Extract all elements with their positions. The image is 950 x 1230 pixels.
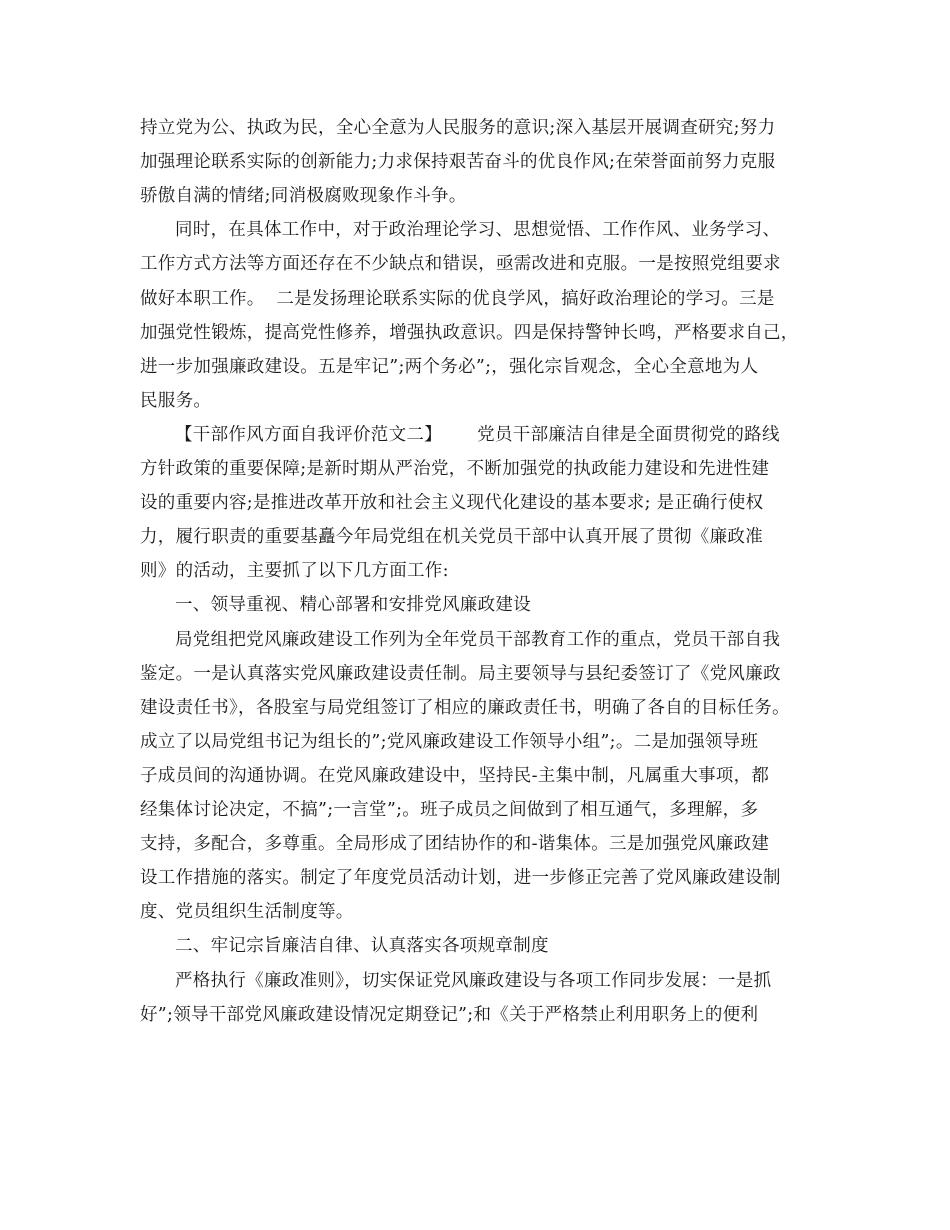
text-line: 支持，多配合，多尊重。全局形成了团结协作的和-谐集体。三是加强党风廉政建 bbox=[140, 834, 770, 855]
text-line: 进一步加强廉政建设。五是牢记”;两个务必”;，强化宗旨观念，全心全意地为人 bbox=[140, 356, 759, 377]
text-line: 民服务。 bbox=[140, 390, 212, 411]
text-line: 持立党为公、执政为民，全心全意为人民服务的意识;深入基层开展调查研究;努力 bbox=[140, 118, 776, 138]
text-line: 度、党员组织生活制度等。 bbox=[140, 902, 354, 923]
text-line: 建设责任书》，各股室与局党组签订了相应的廉政责任书，明确了各自的目标任务。 bbox=[140, 697, 790, 718]
text-line: 则》的活动，主要抓了以下几方面工作: bbox=[140, 561, 449, 582]
text-line: 设工作措施的落实。制定了年度党员活动计划，进一步修正完善了党风廉政建设制 bbox=[140, 868, 781, 889]
text-line: 成立了以局党组书记为组长的”;党风廉政建设工作领导小组”;。二是加强领导班 bbox=[140, 731, 759, 752]
text-line: 加强党性锻炼，提高党性修养，增强执政意识。四是保持警钟长鸣，严格要求自己， bbox=[140, 322, 799, 343]
text-line: 设的重要内容;是推进改革开放和社会主义现代化建设的基本要求; 是正确行使权 bbox=[140, 493, 764, 514]
text-line: 力，履行职责的重要基矗今年局党组在机关党员干部中认真开展了贯彻《廉政准 bbox=[140, 527, 763, 548]
text-line: 骄傲自满的情绪;同消极腐败现象作斗争。 bbox=[140, 186, 467, 207]
text-line: 一、领导重视、精心部署和安排党风廉政建设 bbox=[175, 595, 531, 616]
text-line: 好”;领导干部党风廉政建设情况定期登记”;和《关于严格禁止利用职务上的便利 bbox=[140, 1004, 759, 1025]
text-line: 严格执行《廉政准则》，切实保证党风廉政建设与各项工作同步发展：一是抓 bbox=[175, 970, 772, 991]
text-line: 方针政策的重要保障;是新时期从严治党，不断加强党的执政能力建设和先进性建 bbox=[140, 459, 770, 479]
text-line: 工作方式方法等方面还存在不少缺点和错误，亟需改进和克服。一是按照党组要求 bbox=[140, 254, 781, 275]
text-line: 鉴定。一是认真落实党风廉政建设责任制。局主要领导与县纪委签订了《党风廉政 bbox=[140, 663, 781, 684]
text-line: 加强理论联系实际的创新能力;力求保持艰苦奋斗的优良作风;在荣誉面前努力克服 bbox=[140, 152, 776, 173]
text-line: 【干部作风方面自我评价范文二】 党员干部廉洁自律是全面贯彻党的路线 bbox=[175, 424, 780, 445]
text-line: 局党组把党风廉政建设工作列为全年党员干部教育工作的重点，党员干部自我 bbox=[175, 629, 781, 650]
text-line: 做好本职工作。 二是发扬理论联系实际的优良学风，搞好政治理论的学习。三是 bbox=[140, 288, 775, 309]
text-line: 同时，在具体工作中，对于政治理论学习、思想觉悟、工作作风、业务学习、 bbox=[175, 220, 781, 241]
text-line: 经集体讨论决定，不搞”;一言堂”;。班子成员之间做到了相互通气，多理解，多 bbox=[140, 800, 759, 820]
text-line: 二、牢记宗旨廉洁自律、认真落实各项规章制度 bbox=[175, 936, 549, 957]
text-line: 子成员间的沟通协调。在党风廉政建设中，坚持民-主集中制，凡属重大事项，都 bbox=[140, 765, 770, 786]
